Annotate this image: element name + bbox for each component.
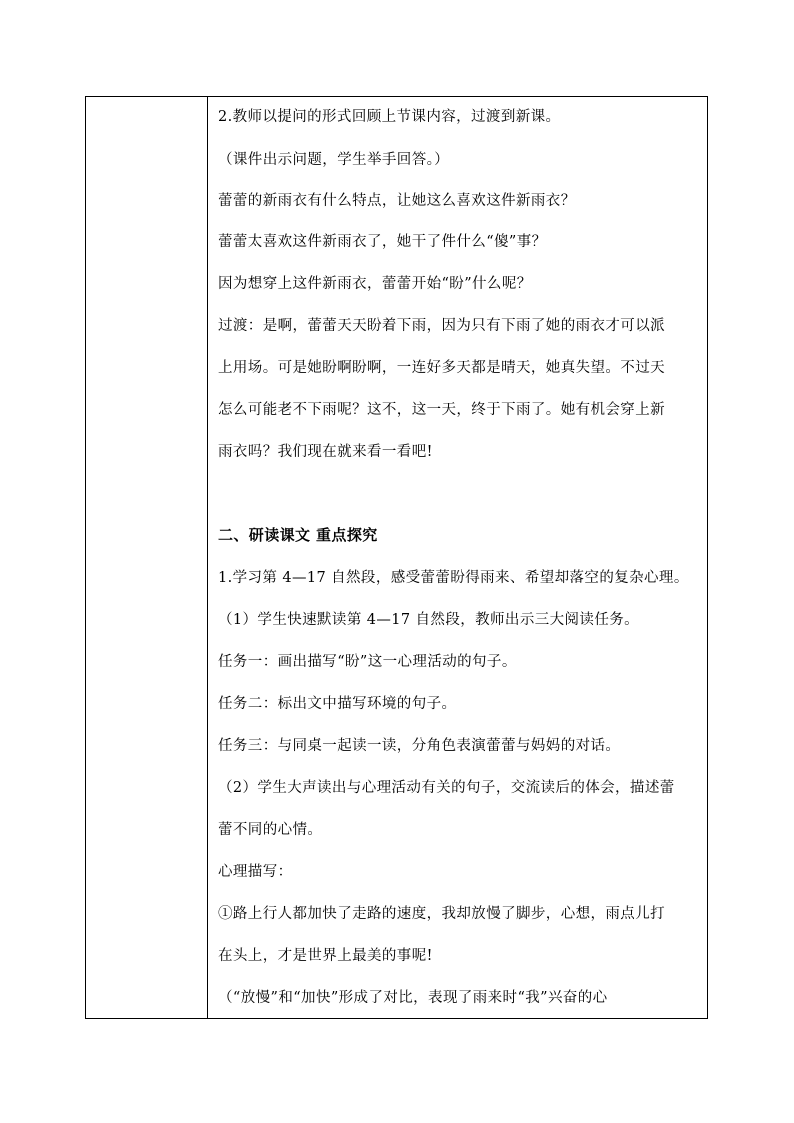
text-line: ①路上行人都加快了走路的速度，我却放慢了脚步，心想，雨点儿打 [218, 906, 665, 922]
text-line: 2.教师以提问的形式回顾上节课内容，过渡到新课。 [218, 109, 561, 125]
text-line: 蕾蕾的新雨衣有什么特点，让她这么喜欢这件新雨衣？ [218, 193, 576, 209]
text-line: 蕾不同的心情。 [218, 822, 323, 838]
text-line: 怎么可能老不下雨呢？这不，这一天，终于下雨了。她有机会穿上新 [218, 402, 665, 418]
text-line: 过渡：是啊，蕾蕾天天盼着下雨，因为只有下雨了她的雨衣才可以派 [218, 318, 665, 334]
left-column-cell [86, 97, 208, 1018]
text-line: 蕾蕾太喜欢这件新雨衣了，她干了件什么“傻”事？ [218, 234, 547, 250]
text-line: （“放慢”和“加快”形成了对比，表现了雨来时“我”兴奋的心 [218, 990, 608, 1006]
text-line: 心理描写： [218, 864, 293, 880]
text-line: 任务二：标出文中描写环境的句子。 [218, 696, 457, 712]
text-line: （1）学生快速默读第 4—17 自然段，教师出示三大阅读任务。 [218, 612, 640, 628]
text-line: 雨衣吗？我们现在就来看一看吧! [218, 444, 433, 460]
section-heading: 二、研读课文 重点探究 [218, 526, 378, 544]
lesson-table [85, 96, 708, 1019]
text-line: 因为想穿上这件新雨衣，蕾蕾开始“盼”什么呢？ [218, 276, 532, 292]
text-line: 任务三：与同桌一起读一读，分角色表演蕾蕾与妈妈的对话。 [218, 738, 621, 754]
text-line: （2）学生大声读出与心理活动有关的句子，交流读后的体会，描述蕾 [218, 780, 675, 796]
content-cell [208, 97, 707, 1018]
text-line: （课件出示问题，学生举手回答。） [218, 152, 450, 168]
text-line: 1.学习第 4—17 自然段，感受蕾蕾盼得雨来、希望却落空的复杂心理。 [218, 570, 689, 586]
text-line: 任务一：画出描写“盼”这一心理活动的句子。 [218, 654, 517, 670]
text-line: 在头上，才是世界上最美的事呢! [218, 948, 433, 964]
text-line: 上用场。可是她盼啊盼啊，一连好多天都是晴天，她真失望。不过天 [218, 360, 665, 376]
